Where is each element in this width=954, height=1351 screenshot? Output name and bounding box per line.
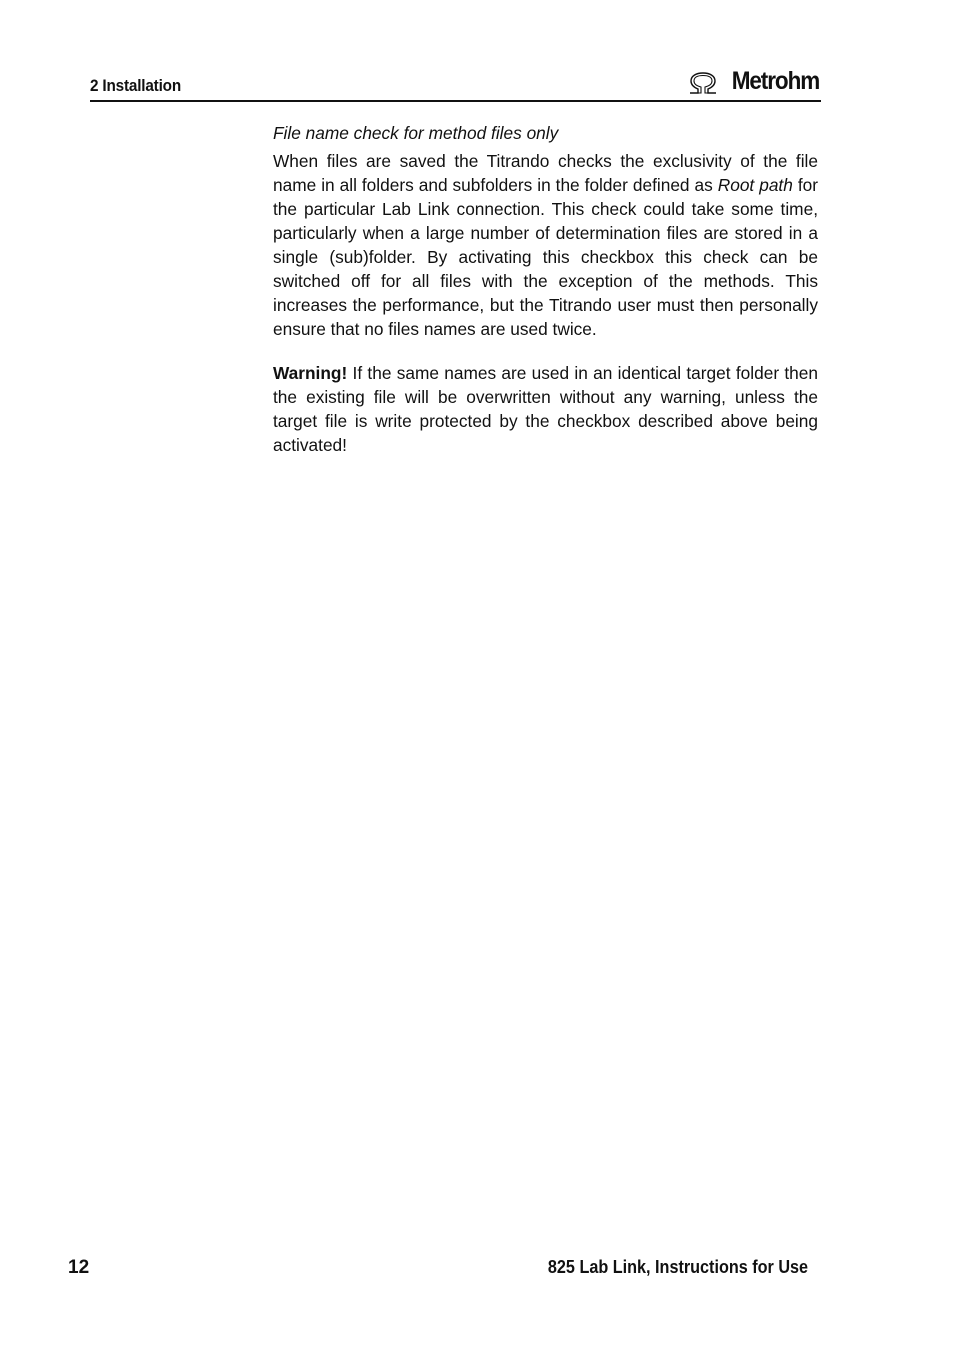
paragraph-warning	[273, 361, 818, 457]
logo-wordmark: Metrohm	[731, 67, 819, 95]
paragraph-file-check	[273, 149, 818, 341]
section-title: 2 Installation	[90, 76, 181, 95]
paragraph-text: When files are saved the Titrando checks the exclusivity of the file name in all folders and subfolders in the folder defined as	[273, 151, 818, 195]
page-header	[90, 62, 821, 102]
root-path-term: Root path	[717, 175, 793, 195]
subheading: File name check for method files only	[273, 123, 559, 143]
warning-text: If the same names are used in an identical target folder then the existing file will be overwritten without any warning, unless the target file is write protected by the checkbox described above being activated!	[273, 363, 818, 455]
document-title: 825 Lab Link, Instructions for Use	[547, 1257, 808, 1277]
omega-icon	[688, 72, 718, 94]
warning-label: Warning!	[273, 363, 348, 383]
metrohm-logo	[688, 65, 819, 95]
page-number: 12	[68, 1257, 90, 1278]
main-content	[273, 121, 818, 457]
paragraph-text: for the particular Lab Link connection. This check could take some time, particularly when a large number of determination files are stored in a single (sub)folder. By activating this checkbox this check can be switched off for all files with the exception of the methods. This increases the performance, but the Titrando user must then personally ensure that no files names are used twice.	[273, 175, 818, 339]
